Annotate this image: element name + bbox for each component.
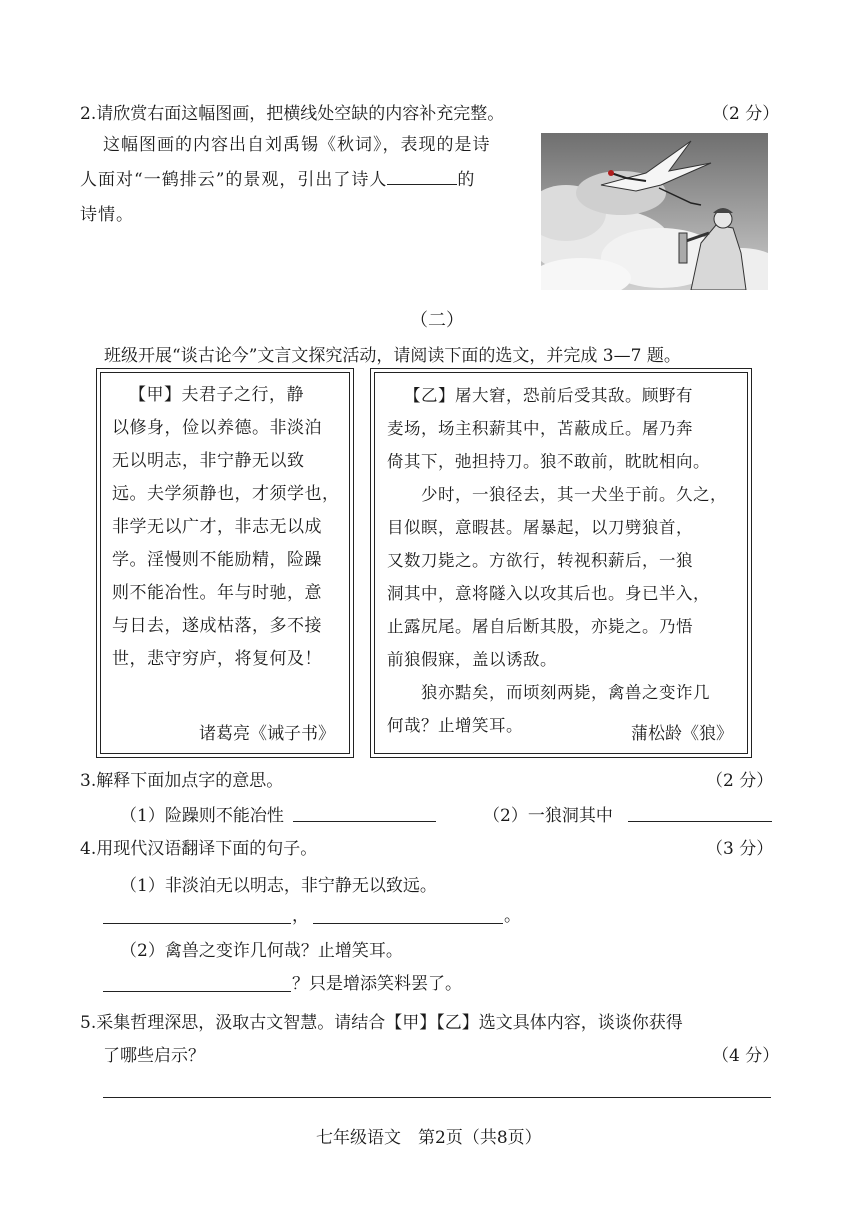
q5-prompt-line2: 了哪些启示？ — [103, 1046, 205, 1066]
passage-b-line: 倚其下，弛担持刀。狼不敢前，眈眈相向。 — [387, 452, 710, 471]
passage-b-box — [370, 368, 752, 758]
section-heading: （二） — [410, 310, 464, 331]
q2-number: 2. — [80, 104, 97, 124]
q4-prompt — [80, 838, 317, 860]
q3-score: （2 分） — [706, 771, 774, 791]
passage-a-box — [96, 368, 354, 758]
passage-b-text — [387, 379, 742, 742]
q4-item1-period: 。 — [504, 906, 521, 926]
passage-b-line: 【乙】屠大窘，恐前后受其敌。顾野有 — [404, 386, 693, 405]
passage-b-line: 目似瞑，意暇甚。屠暴起，以刀劈狼首， — [387, 518, 693, 537]
passage-a-line: 非学无以广才，非志无以成 — [112, 517, 322, 537]
q2-answer-blank[interactable] — [387, 166, 457, 185]
q5-prompt-line1 — [80, 1012, 683, 1034]
painting-illustration — [541, 133, 768, 290]
passage-a-line: 无以明志，非宁静无以致 — [112, 451, 305, 471]
q5-answer-line[interactable] — [103, 1097, 771, 1098]
passage-b-line: 前狼假寐，盖以诱敌。 — [387, 650, 557, 669]
crane-poet-painting — [541, 133, 768, 290]
q2-para-line1: 这幅图画的内容出自刘禹锡《秋词》，表现的是诗 — [103, 135, 491, 155]
q5-number: 5. — [80, 1013, 97, 1033]
q4-item2-answer-tail: ？只是增添笑料罢了。 — [292, 974, 462, 994]
q3-prompt — [80, 770, 283, 792]
q2-prompt — [80, 103, 504, 125]
passage-a-line: 以修身，俭以养德。非淡泊 — [112, 418, 322, 438]
q5-text-line1: 采集哲理深思，汲取古文智慧。请结合【甲】【乙】选文具体内容，谈谈你获得 — [96, 1013, 683, 1033]
q3-item1-answer-line[interactable] — [293, 821, 436, 822]
page-footer: 七年级语文 第2页（共8页） — [316, 1128, 542, 1148]
passage-b-line: 少时，一狼径去，其一犬坐于前。久之， — [421, 485, 727, 504]
passage-b-line: 又数刀毙之。方欲行，转视积薪后，一狼 — [387, 551, 693, 570]
q3-text: 解释下面加点字的意思。 — [96, 771, 284, 791]
q2-para-line2-text: 人面对“一鹤排云”的景观，引出了诗人 — [80, 170, 388, 190]
q2-text: 请欣赏右面这幅图画，把横线处空缺的内容补充完整。 — [96, 104, 505, 124]
passage-a-line: 【甲】夫君子之行，静 — [129, 385, 304, 405]
passage-b-line: 狼亦黠矣，而顷刻两毙，禽兽之变诈几 — [421, 683, 710, 702]
q4-number: 4. — [80, 839, 97, 859]
q3-item1: （1）险躁则不能冶性 — [120, 806, 284, 826]
q3-item2: （2）一狼洞其中 — [483, 806, 613, 826]
passage-a-text — [112, 379, 342, 676]
q2-para-line2 — [80, 163, 475, 198]
q4-item2: （2）禽兽之变诈几何哉？止增笑耳。 — [120, 941, 403, 961]
passage-b-line: 麦场，场主积薪其中，苫蔽成丘。屠乃奔 — [387, 419, 693, 438]
passage-a-line: 则不能冶性。年与时驰，意 — [112, 583, 322, 603]
q3-item2-answer-line[interactable] — [628, 821, 772, 822]
q4-item1-answer-line-a[interactable] — [103, 923, 291, 924]
passage-b-line: 何哉？止增笑耳。 — [387, 716, 523, 735]
q4-item1-comma: ， — [292, 906, 309, 926]
passage-a-line: 世，悲守穷庐，将复何及！ — [112, 649, 322, 669]
passage-a-source: 诸葛亮《诫子书》 — [199, 724, 335, 744]
q4-item1: （1）非淡泊无以明志，非宁静无以致远。 — [120, 876, 437, 896]
q2-para-line3: 诗情。 — [80, 205, 134, 225]
passage-a-line: 与日去，遂成枯落，多不接 — [112, 616, 322, 636]
q2-score: （2 分） — [712, 104, 780, 124]
q5-score: （4 分） — [712, 1046, 780, 1066]
section-intro: 班级开展“谈古论今”文言文探究活动，请阅读下面的选文，并完成 3—7 题。 — [104, 346, 681, 366]
q4-item1-answer-line-b[interactable] — [313, 923, 503, 924]
passage-a-line: 学。淫慢则不能励精，险躁 — [112, 550, 322, 570]
passage-a-line: 远。夫学须静也，才须学也， — [112, 484, 340, 504]
q3-number: 3. — [80, 771, 97, 791]
q4-score: （3 分） — [706, 839, 774, 859]
q4-text: 用现代汉语翻译下面的句子。 — [96, 839, 318, 859]
passage-b-line: 洞其中，意将隧入以攻其后也。身已半入， — [387, 584, 710, 603]
passage-b-source: 蒲松龄《狼》 — [631, 724, 733, 744]
q4-item2-answer-line[interactable] — [103, 991, 291, 992]
passage-b-line: 止露尻尾。屠自后断其股，亦毙之。乃悟 — [387, 617, 693, 636]
q2-para-line2-tail: 的 — [457, 170, 476, 190]
